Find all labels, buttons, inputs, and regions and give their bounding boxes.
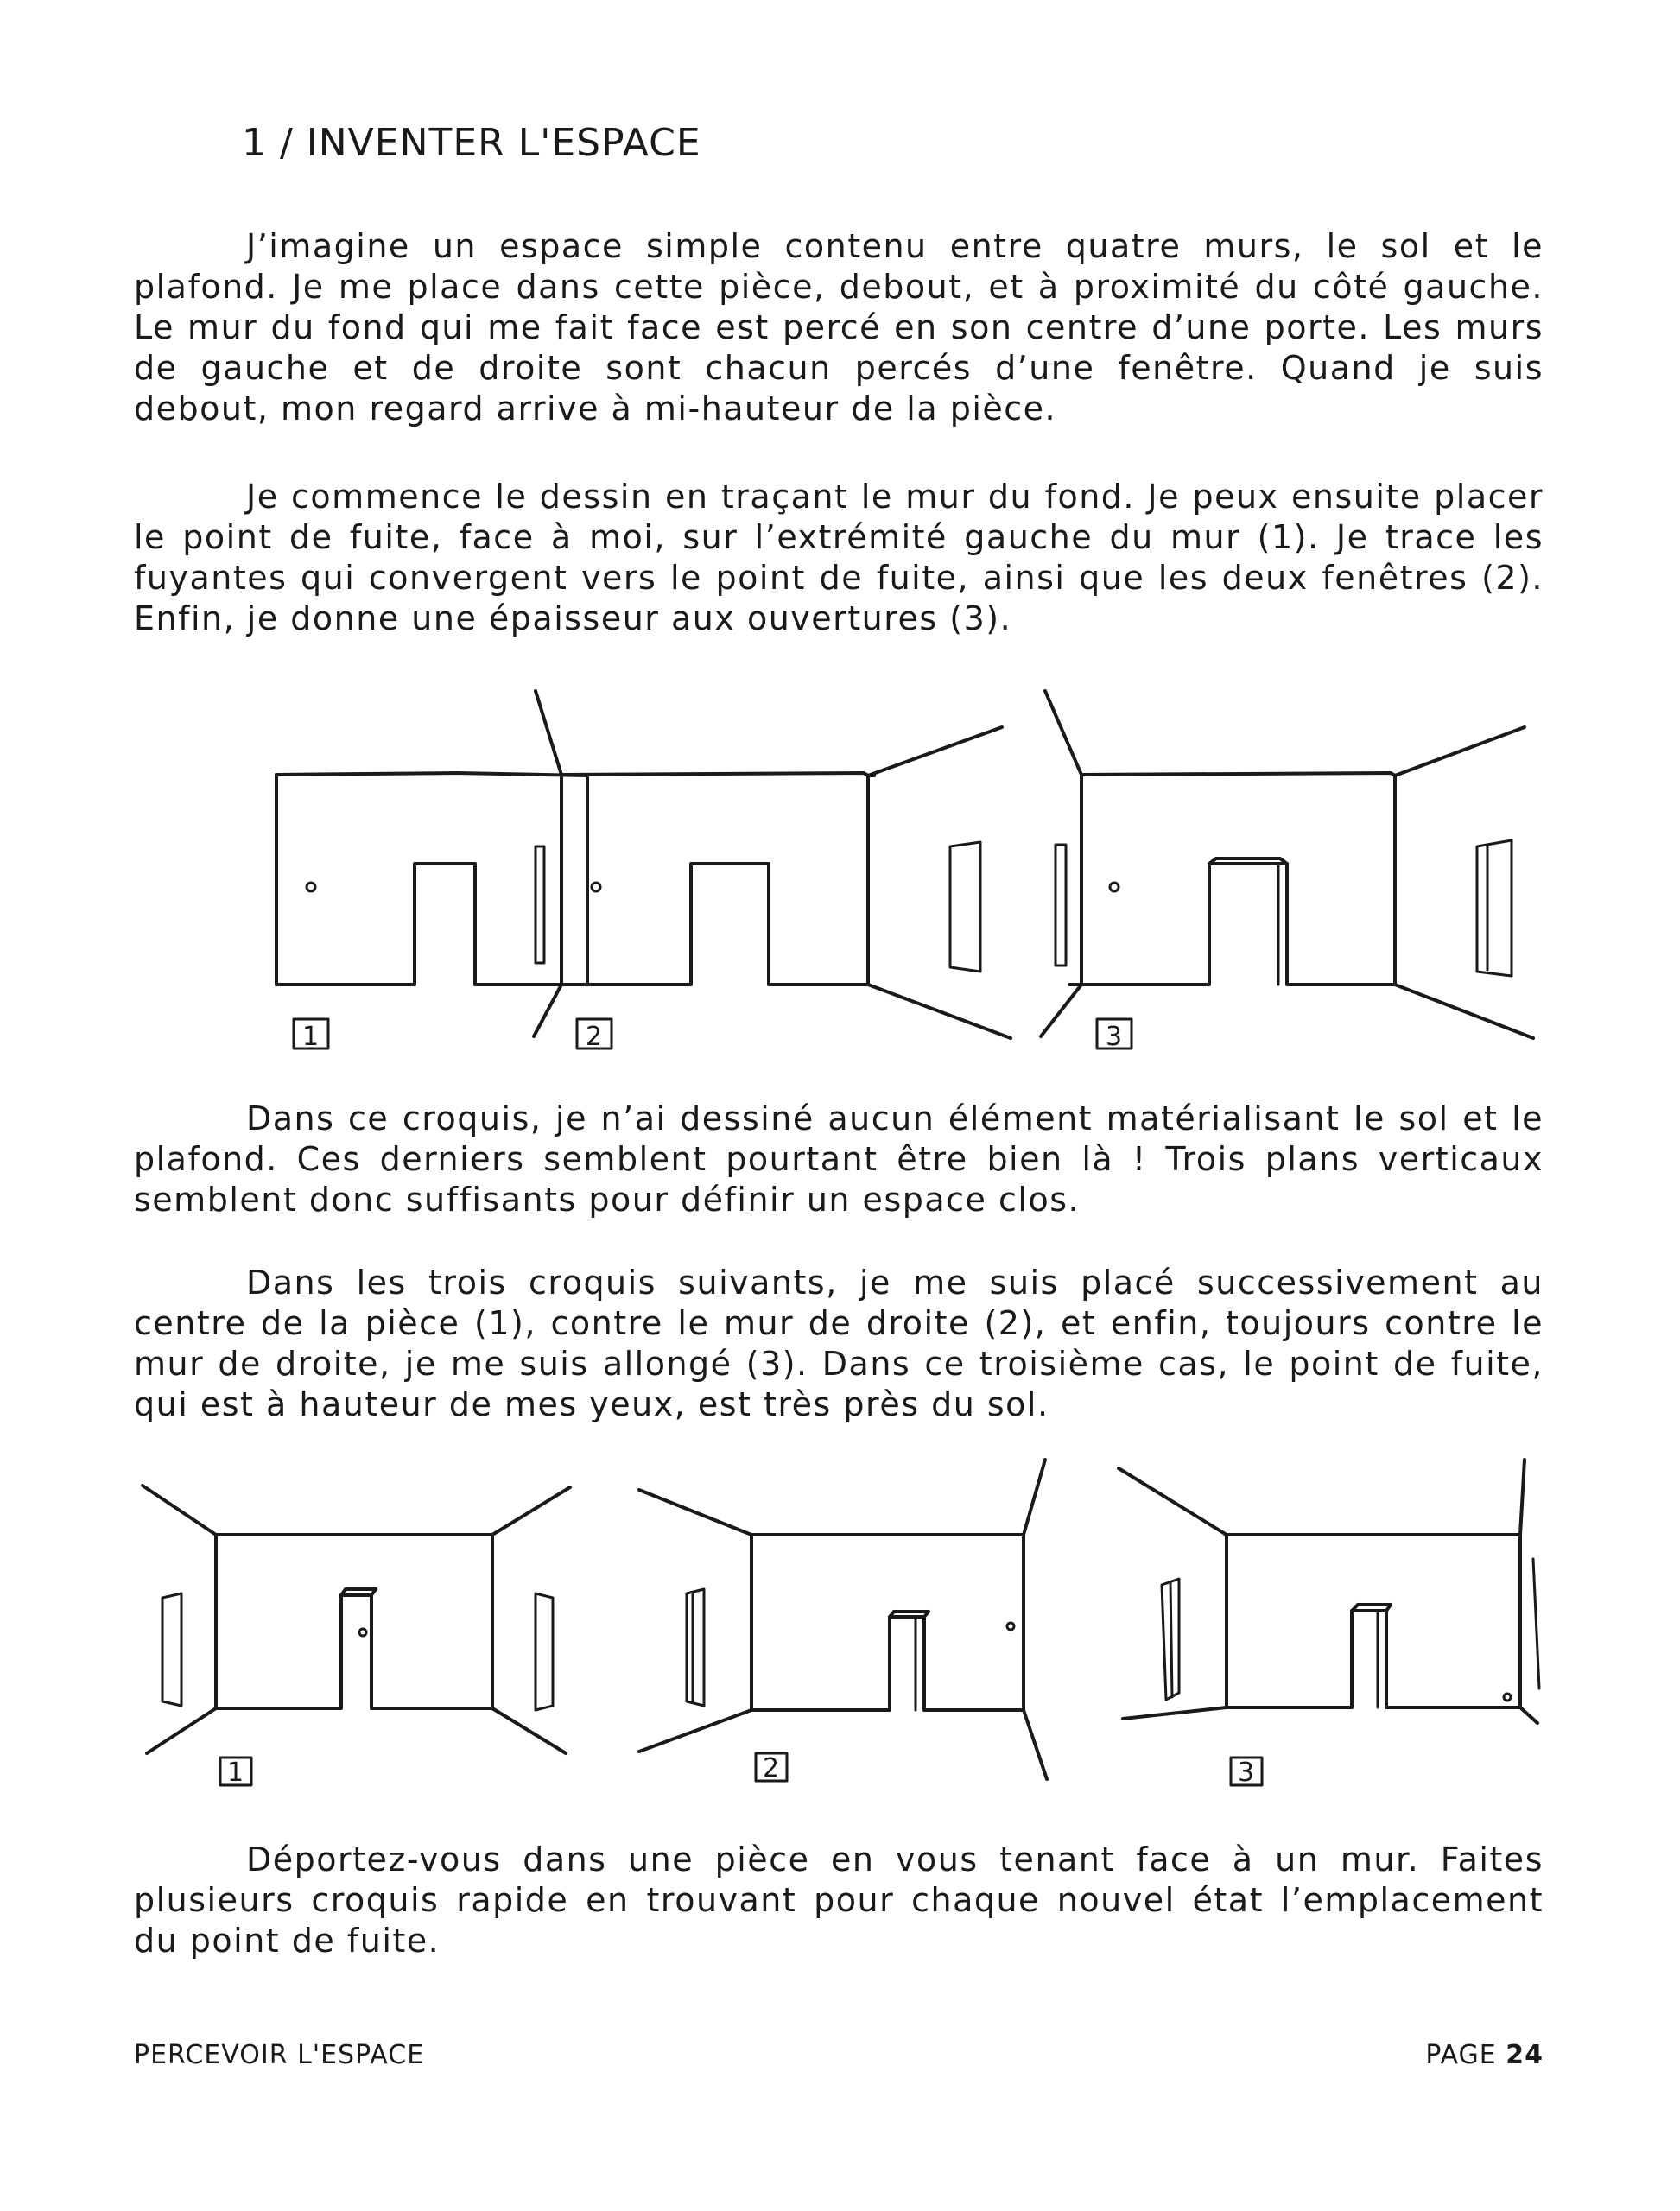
sketch-2-label: 2 [586,1022,603,1052]
sketch-3-label: 3 [1106,1022,1123,1052]
page-number: 24 [1506,2040,1544,2070]
sketch-center-of-room [143,1486,570,1788]
paragraph-exercise: Déportez-vous dans une pièce en vous tenant face à un mur. Faites plusieurs croquis rapide en trouvant pour chaque nouvel état l’emplacement du point de fuite. [134,1840,1544,1960]
sketch-row-1 [130,682,1555,1062]
paragraph-observation: Dans ce croquis, je n’ai dessiné aucun élément matérialisant le sol et le plafond. Ces derniers semblent pourtant être bien là ! Trois plans verticaux semblent donc suffisants pour définir un espace clos. [134,1099,1544,1219]
paragraph-drawing-steps: Je commence le dessin en traçant le mur du fond. Je peux ensuite placer le point de fuite, face à moi, sur l’extrémité gauche du mur (1). Je trace les fuyantes qui convergent vers le point de fuite, ainsi que les deux fenêtres (2). Enfin, je donne une épaisseur aux ouvertures (3). [134,478,1544,637]
footer-chapter-title: PERCEVOIR L'ESPACE [134,2040,425,2070]
sketch-1-back-wall [276,773,587,1052]
footer-page-indicator [1425,2040,1544,2070]
paragraph-intro: J’imagine un espace simple contenu entre quatre murs, le sol et le plafond. Je me place dans cette pièce, debout, et à proximité du côté gauche. Le mur du fond qui me fait face est percé en son centre d’une porte. Les murs de gauche et de droite sont chacun percés d’une fenêtre. Quand je suis debout, mon regard arrive à mi-hauteur de la pièce. [134,227,1544,428]
sketch-3-thickness [1041,691,1533,1052]
footer-page-label: PAGE [1425,2040,1497,2070]
sketch-right-wall [639,1460,1047,1783]
sketch-4-label: 1 [227,1758,244,1788]
sketch-row-2 [130,1460,1555,1805]
sketch-5-label: 2 [763,1753,780,1783]
sketch-6-label: 3 [1238,1758,1255,1788]
sketch-lying-down [1119,1460,1539,1788]
sketch-1-label: 1 [302,1022,320,1052]
section-title: 1 / INVENTER L'ESPACE [242,121,701,165]
paragraph-positions: Dans les trois croquis suivants, je me suis placé successivement au centre de la pièce (1), contre le mur de droite (2), et enfin, toujours contre le mur de droite, je me suis allongé (3). Dans ce troisième cas, le point de fuite, qui est à hauteur de mes yeux, est très près du sol. [134,1264,1544,1423]
sketch-2-vanishing-lines [534,691,1011,1052]
